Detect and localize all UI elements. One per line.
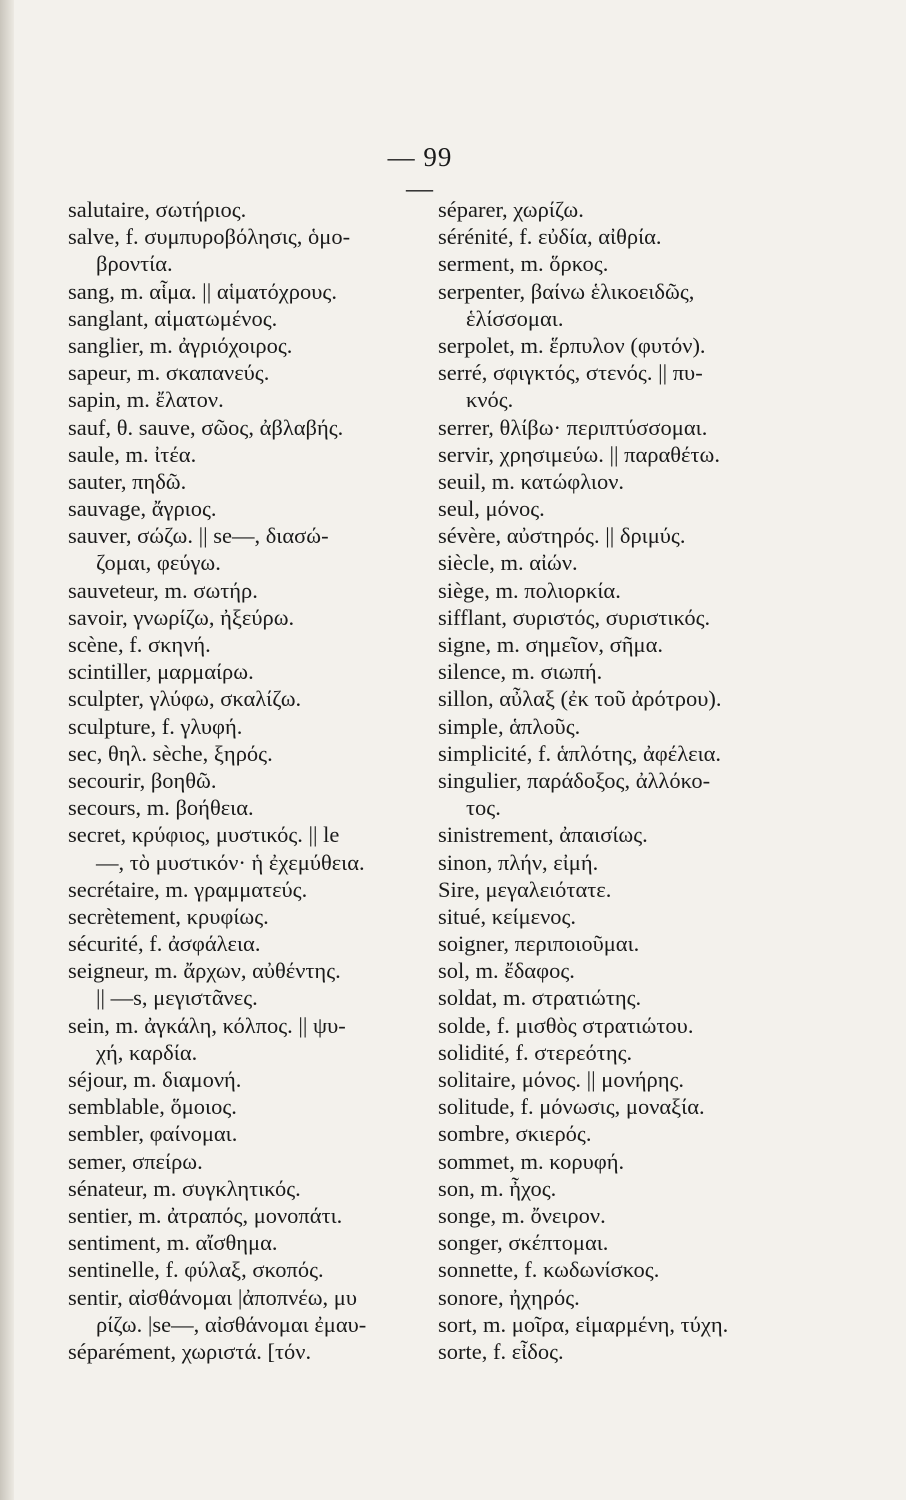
- entry-line: son, m. ἦχος.: [438, 1175, 557, 1201]
- entry-line: siège, m. πολιορκία.: [438, 577, 621, 603]
- entry-continuation: ἑλίσσομαι.: [466, 305, 564, 331]
- entry-line: sénateur, m. συγκλητικός.: [68, 1175, 301, 1201]
- entry-line: sévère, αὐστηρός. || δριμύς.: [438, 523, 686, 549]
- entry-line: songer, σκέπτομαι.: [438, 1230, 609, 1256]
- entry-line: sillon, αὖλαξ (ἐκ τοῦ ἀρότρου).: [438, 686, 722, 712]
- page-binding-edge: [0, 0, 14, 1500]
- entry-continuation: ρίζω. |se—, αἰσθάνομαι ἐμαυ-: [96, 1311, 367, 1337]
- entry-continuation: ζομαι, φεύγω.: [96, 550, 221, 576]
- entry-line: semer, σπείρω.: [68, 1148, 203, 1174]
- entry-line: savoir, γνωρίζω, ἠξεύρω.: [68, 604, 295, 630]
- entry-line: séjour, m. διαμονή.: [68, 1067, 242, 1092]
- entry-line: sapeur, m. σκαπανεύς.: [68, 360, 270, 386]
- entry-line: Sire, μεγαλειότατε.: [438, 876, 612, 902]
- entry-line: sanglant, αἱματωμένος.: [68, 305, 278, 331]
- entry-line: silence, m. σιωπή.: [438, 659, 603, 685]
- entry-line: sauvage, ἄγριος.: [68, 496, 217, 522]
- entry-line: solidité, f. στερεότης.: [438, 1039, 633, 1065]
- entry-line: signe, m. σημεῖον, σῆμα.: [438, 632, 663, 657]
- entry-line: siècle, m. αἰών.: [438, 550, 578, 576]
- entry-line: sérénité, f. εὐδία, αἰθρία.: [438, 224, 662, 250]
- entry-continuation: —, τὸ μυστικόν· ἡ ἐχεμύθεια.: [96, 849, 365, 875]
- entry-line: secours, m. βοήθεια.: [68, 795, 254, 821]
- entry-line: sombre, σκιερός.: [438, 1121, 592, 1147]
- entry-line: serpolet, m. ἕρπυλον (φυτόν).: [438, 332, 706, 358]
- left-column: [68, 196, 418, 1365]
- entry-line: sculpture, f. γλυφή.: [68, 713, 243, 739]
- entry-line: sang, m. αἷμα. || αἱματόχρους.: [68, 278, 337, 304]
- entry-continuation: τος.: [466, 795, 501, 821]
- entry-line: seigneur, m. ἄρχων, αὐθέντης.: [68, 958, 341, 984]
- entry-line: scintiller, μαρμαίρω.: [68, 659, 254, 685]
- entry-line: situé, κείμενος.: [438, 903, 577, 929]
- entry-line: sauver, σώζω. || se—, διασώ-: [68, 523, 329, 549]
- entry-line: sapin, m. ἔλατον.: [68, 387, 224, 413]
- entry-line: serré, σφιγκτός, στενός. || πυ-: [438, 360, 703, 386]
- entry-line: sifflant, συριστός, συριστικός.: [438, 604, 711, 630]
- right-column: [438, 196, 888, 1365]
- entry-line: sentinelle, f. φύλαξ, σκοπός.: [68, 1257, 324, 1283]
- entry-line: scène, f. σκηνή.: [68, 632, 211, 657]
- entry-line: sinon, πλήν, εἰμή.: [438, 849, 599, 875]
- entry-line: secrètement, κρυφίως.: [68, 903, 269, 929]
- entry-line: secret, κρύφιος, μυστικός. || le: [68, 822, 340, 848]
- entry-continuation: βροντία.: [96, 251, 173, 277]
- entry-line: secrétaire, m. γραμματεύς.: [68, 876, 308, 902]
- entry-continuation: || —s, μεγιστᾶνες.: [96, 985, 258, 1011]
- entry-line: sec, θηλ. sèche, ξηρός.: [68, 740, 273, 766]
- entry-line: sembler, φαίνομαι.: [68, 1121, 238, 1147]
- entry-line: sanglier, m. ἀγριόχοιρος.: [68, 332, 293, 358]
- entry-line: salve, f. συμπυροβόλησις, ὁμο-: [68, 224, 351, 250]
- entry-line: secourir, βοηθῶ.: [68, 767, 217, 793]
- entry-line: solitude, f. μόνωσις, μοναξία.: [438, 1094, 705, 1120]
- entry-line: sentir, αἰσθάνομαι |ἀποπνέω, μυ: [68, 1284, 357, 1310]
- entry-line: songe, m. ὄνειρον.: [438, 1202, 606, 1228]
- entry-line: séparément, χωριστά. [τόν.: [68, 1338, 312, 1364]
- entry-line: sauveteur, m. σωτήρ.: [68, 577, 258, 603]
- entry-line: sauf, θ. sauve, σῶος, ἀβλαβής.: [68, 414, 344, 440]
- entry-line: sinistrement, ἀπαισίως.: [438, 822, 648, 848]
- entry-line: simple, ἁπλοῦς.: [438, 713, 581, 739]
- entry-line: solitaire, μόνος. || μονήρης.: [438, 1067, 685, 1092]
- entry-line: soldat, m. στρατιώτης.: [438, 985, 642, 1011]
- entry-line: sonore, ἠχηρός.: [438, 1284, 580, 1310]
- entry-line: soigner, περιποιοῦμαι.: [438, 931, 640, 957]
- page-number: — 99 —: [387, 142, 453, 203]
- entry-continuation: χή, καρδία.: [96, 1039, 198, 1065]
- entry-continuation: κνός.: [466, 387, 514, 413]
- entry-line: seuil, m. κατώφλιον.: [438, 468, 624, 494]
- entry-line: sort, m. μοῖρα, εἱμαρμένη, τύχη.: [438, 1311, 729, 1337]
- entry-line: serment, m. ὅρκος.: [438, 251, 609, 277]
- entry-line: sommet, m. κορυφή.: [438, 1148, 625, 1174]
- entry-line: sécurité, f. ἀσφάλεια.: [68, 931, 261, 957]
- entry-line: singulier, παράδοξος, ἀλλόκο-: [438, 767, 711, 793]
- entry-line: simplicité, f. ἁπλότης, ἀφέλεια.: [438, 740, 722, 766]
- entry-line: sonnette, f. κωδωνίσκος.: [438, 1257, 660, 1283]
- entry-line: serrer, θλίβω· περιπτύσσομαι.: [438, 414, 708, 440]
- entry-line: sorte, f. εἶδος.: [438, 1338, 564, 1364]
- entry-line: sol, m. ἔδαφος.: [438, 958, 575, 984]
- entry-line: seul, μόνος.: [438, 496, 545, 522]
- entry-line: semblable, ὅμοιος.: [68, 1094, 237, 1120]
- entry-line: solde, f. μισθὸς στρατιώτου.: [438, 1012, 694, 1038]
- entry-line: sentiment, m. αἴσθημα.: [68, 1230, 278, 1256]
- entry-line: saule, m. ἰτέα.: [68, 441, 197, 467]
- entry-line: sculpter, γλύφω, σκαλίζω.: [68, 686, 302, 712]
- entry-line: sein, m. ἀγκάλη, κόλπος. || ψυ-: [68, 1012, 346, 1038]
- entry-line: sentier, m. ἀτραπός, μονοπάτι.: [68, 1202, 343, 1228]
- entry-line: salutaire, σωτήριος.: [68, 197, 247, 222]
- entry-line: servir, χρησιμεύω. || παραθέτω.: [438, 441, 720, 467]
- entry-line: séparer, χωρίζω.: [438, 197, 584, 222]
- entry-line: sauter, πηδῶ.: [68, 468, 187, 494]
- entry-line: serpenter, βαίνω ἑλικοειδῶς,: [438, 278, 695, 304]
